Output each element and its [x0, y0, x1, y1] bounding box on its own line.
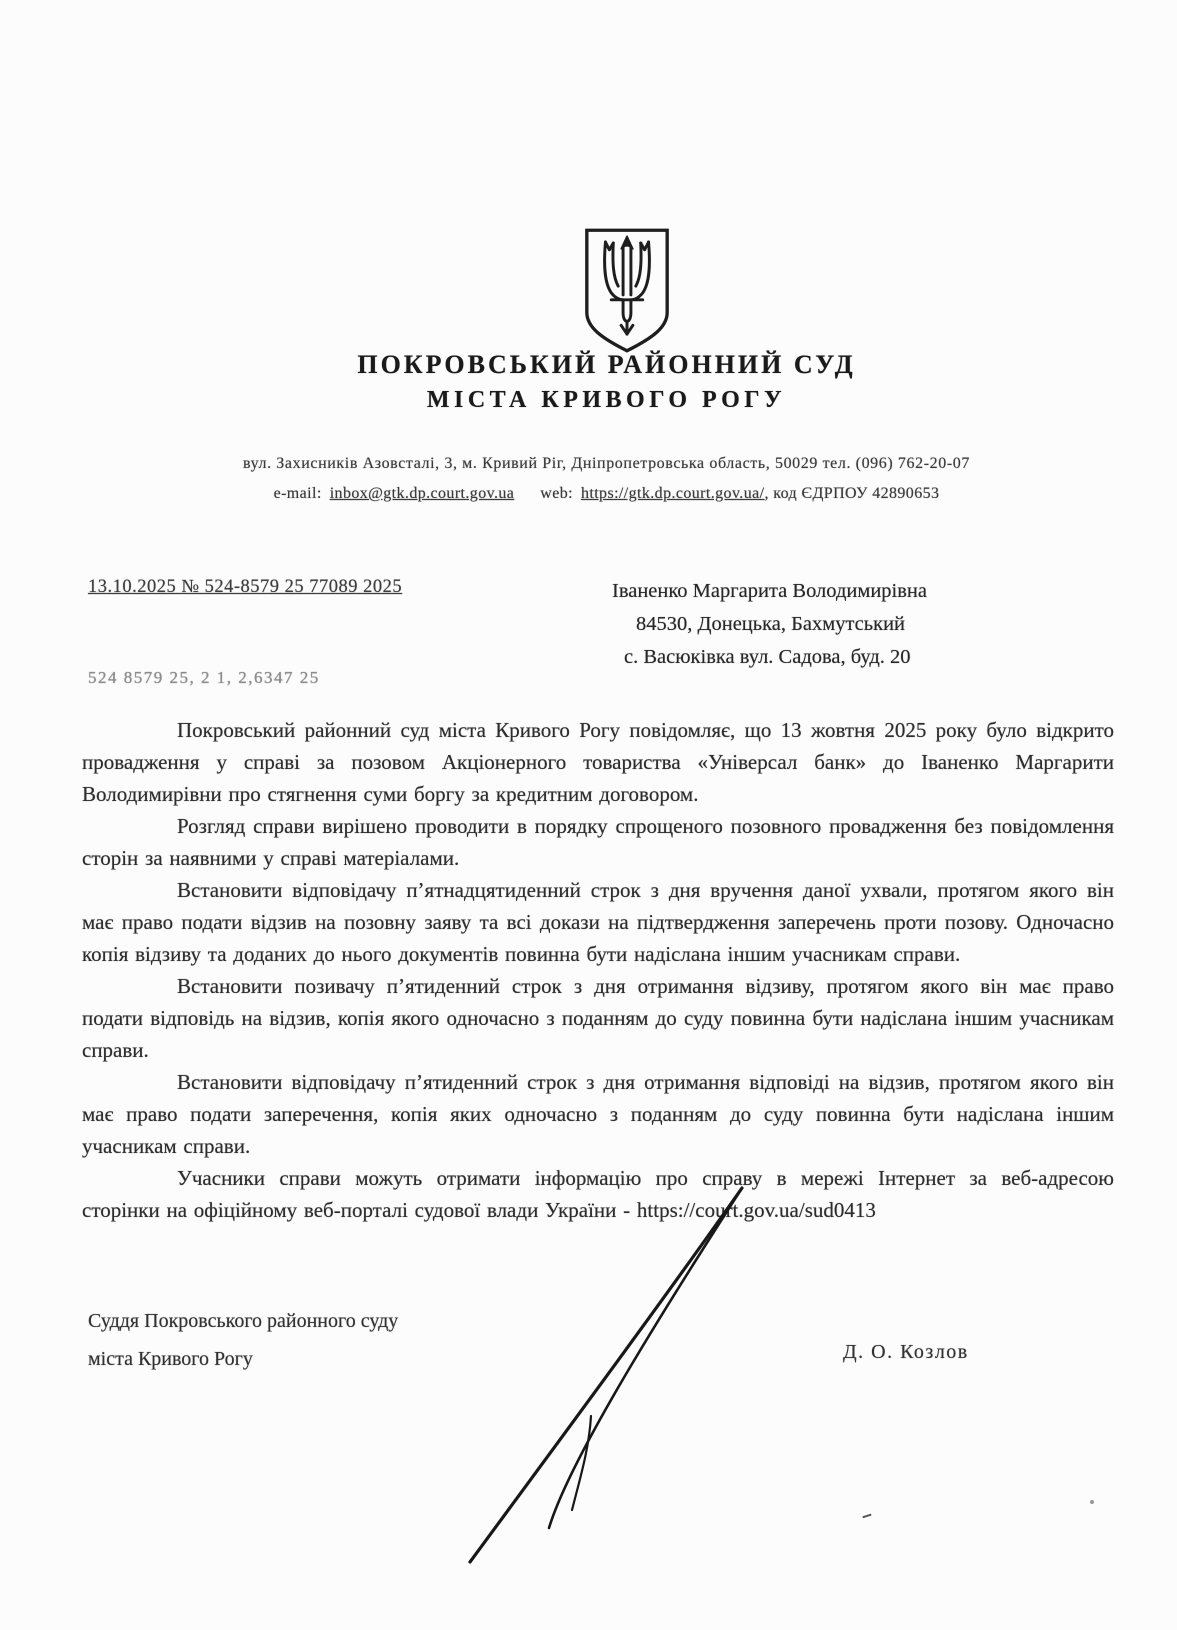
ukraine-trident-icon: [578, 226, 676, 356]
court-address: вул. Захисників Азовсталі, 3, м. Кривий Ріг, Дніпропетровська область, 50029 тел. (096) 762-20-07: [243, 455, 970, 472]
web-label: web:: [540, 485, 573, 502]
court-name-line1: ПОКРОВСЬКИЙ РАЙОННИЙ СУД: [357, 350, 856, 379]
paragraph-objection-term: Встановити відповідачу п’ятиденний строк з дня отримання відповіді на відзив, протягом якого він має право подати заперечення, копія яких одночасно з поданням до суду повинна бути надіслана іншим учасникам справи.: [82, 1070, 1114, 1158]
court-contacts: [36, 485, 1177, 503]
edrpou-code: , код ЄДРПОУ 42890653: [764, 485, 940, 502]
judge-title-line2: міста Кривого Рогу: [88, 1348, 253, 1370]
recipient-name: Іваненко Маргарита Володимирівна: [612, 580, 927, 602]
paragraph-notice: Покровський районний суд міста Кривого Рогу повідомляє, що 13 жовтня 2025 року було відкрито провадження у справі за позовом Акціонерного товариства «Універсал банк» до Іваненко Маргарити Володимирівни про стягнення суми боргу за кредитним договором.: [82, 718, 1114, 806]
case-number: 524 8579 25, 2 1, 2,6347 25: [88, 668, 320, 687]
judge-title-block: [88, 1302, 398, 1378]
paragraph-court-portal: Учасники справи можуть отримати інформацію про справу в мережі Інтернет за веб-адресою сторінки на офіційному веб-порталі судової влади України - https://court.gov.ua/sud0413: [82, 1166, 1114, 1222]
scan-speck: [1090, 1500, 1094, 1504]
letter-body: [82, 714, 1114, 1226]
paragraph-defendant-term: Встановити відповідачу п’ятнадцятиденний строк з дня вручення даної ухвали, протягом якого він має право подати відзив на позовну заяву та всі докази на підтвердження заперечень проти позову. Одночасно копія відзиву та доданих до нього документів повинна бути надіслана іншим учасникам справи.: [82, 878, 1114, 966]
email-label: e-mail:: [273, 485, 322, 502]
web-url: https://gtk.dp.court.gov.ua/: [580, 485, 765, 502]
recipient-address-line1: 84530, Донецька, Бахмутський: [636, 613, 906, 635]
judge-name: Д. О. Козлов: [843, 1341, 969, 1363]
recipient-address-line2: с. Васюківка вул. Садова, буд. 20: [624, 646, 911, 668]
paragraph-plaintiff-term: Встановити позивачу п’ятиденний строк з дня отримання відзиву, протягом якого він має право подати відповідь на відзив, копія якого одночасно з поданням до суду повинна бути надіслана іншим учасникам справи.: [82, 974, 1114, 1062]
email-value: inbox@gtk.dp.court.gov.ua: [329, 485, 515, 502]
recipient-block: [612, 575, 927, 674]
outgoing-reference-number: 13.10.2025 № 524-8579 25 77089 2025: [88, 577, 403, 597]
court-name-line2: МІСТА КРИВОГО РОГУ: [426, 387, 787, 413]
judge-title-line1: Суддя Покровського районного суду: [88, 1310, 399, 1332]
handwritten-signature: [420, 1160, 920, 1630]
paragraph-procedure: Розгляд справи вирішено проводити в порядку спрощеного позовного провадження без повідомлення сторін за наявними у справі матеріалами.: [82, 814, 1114, 870]
